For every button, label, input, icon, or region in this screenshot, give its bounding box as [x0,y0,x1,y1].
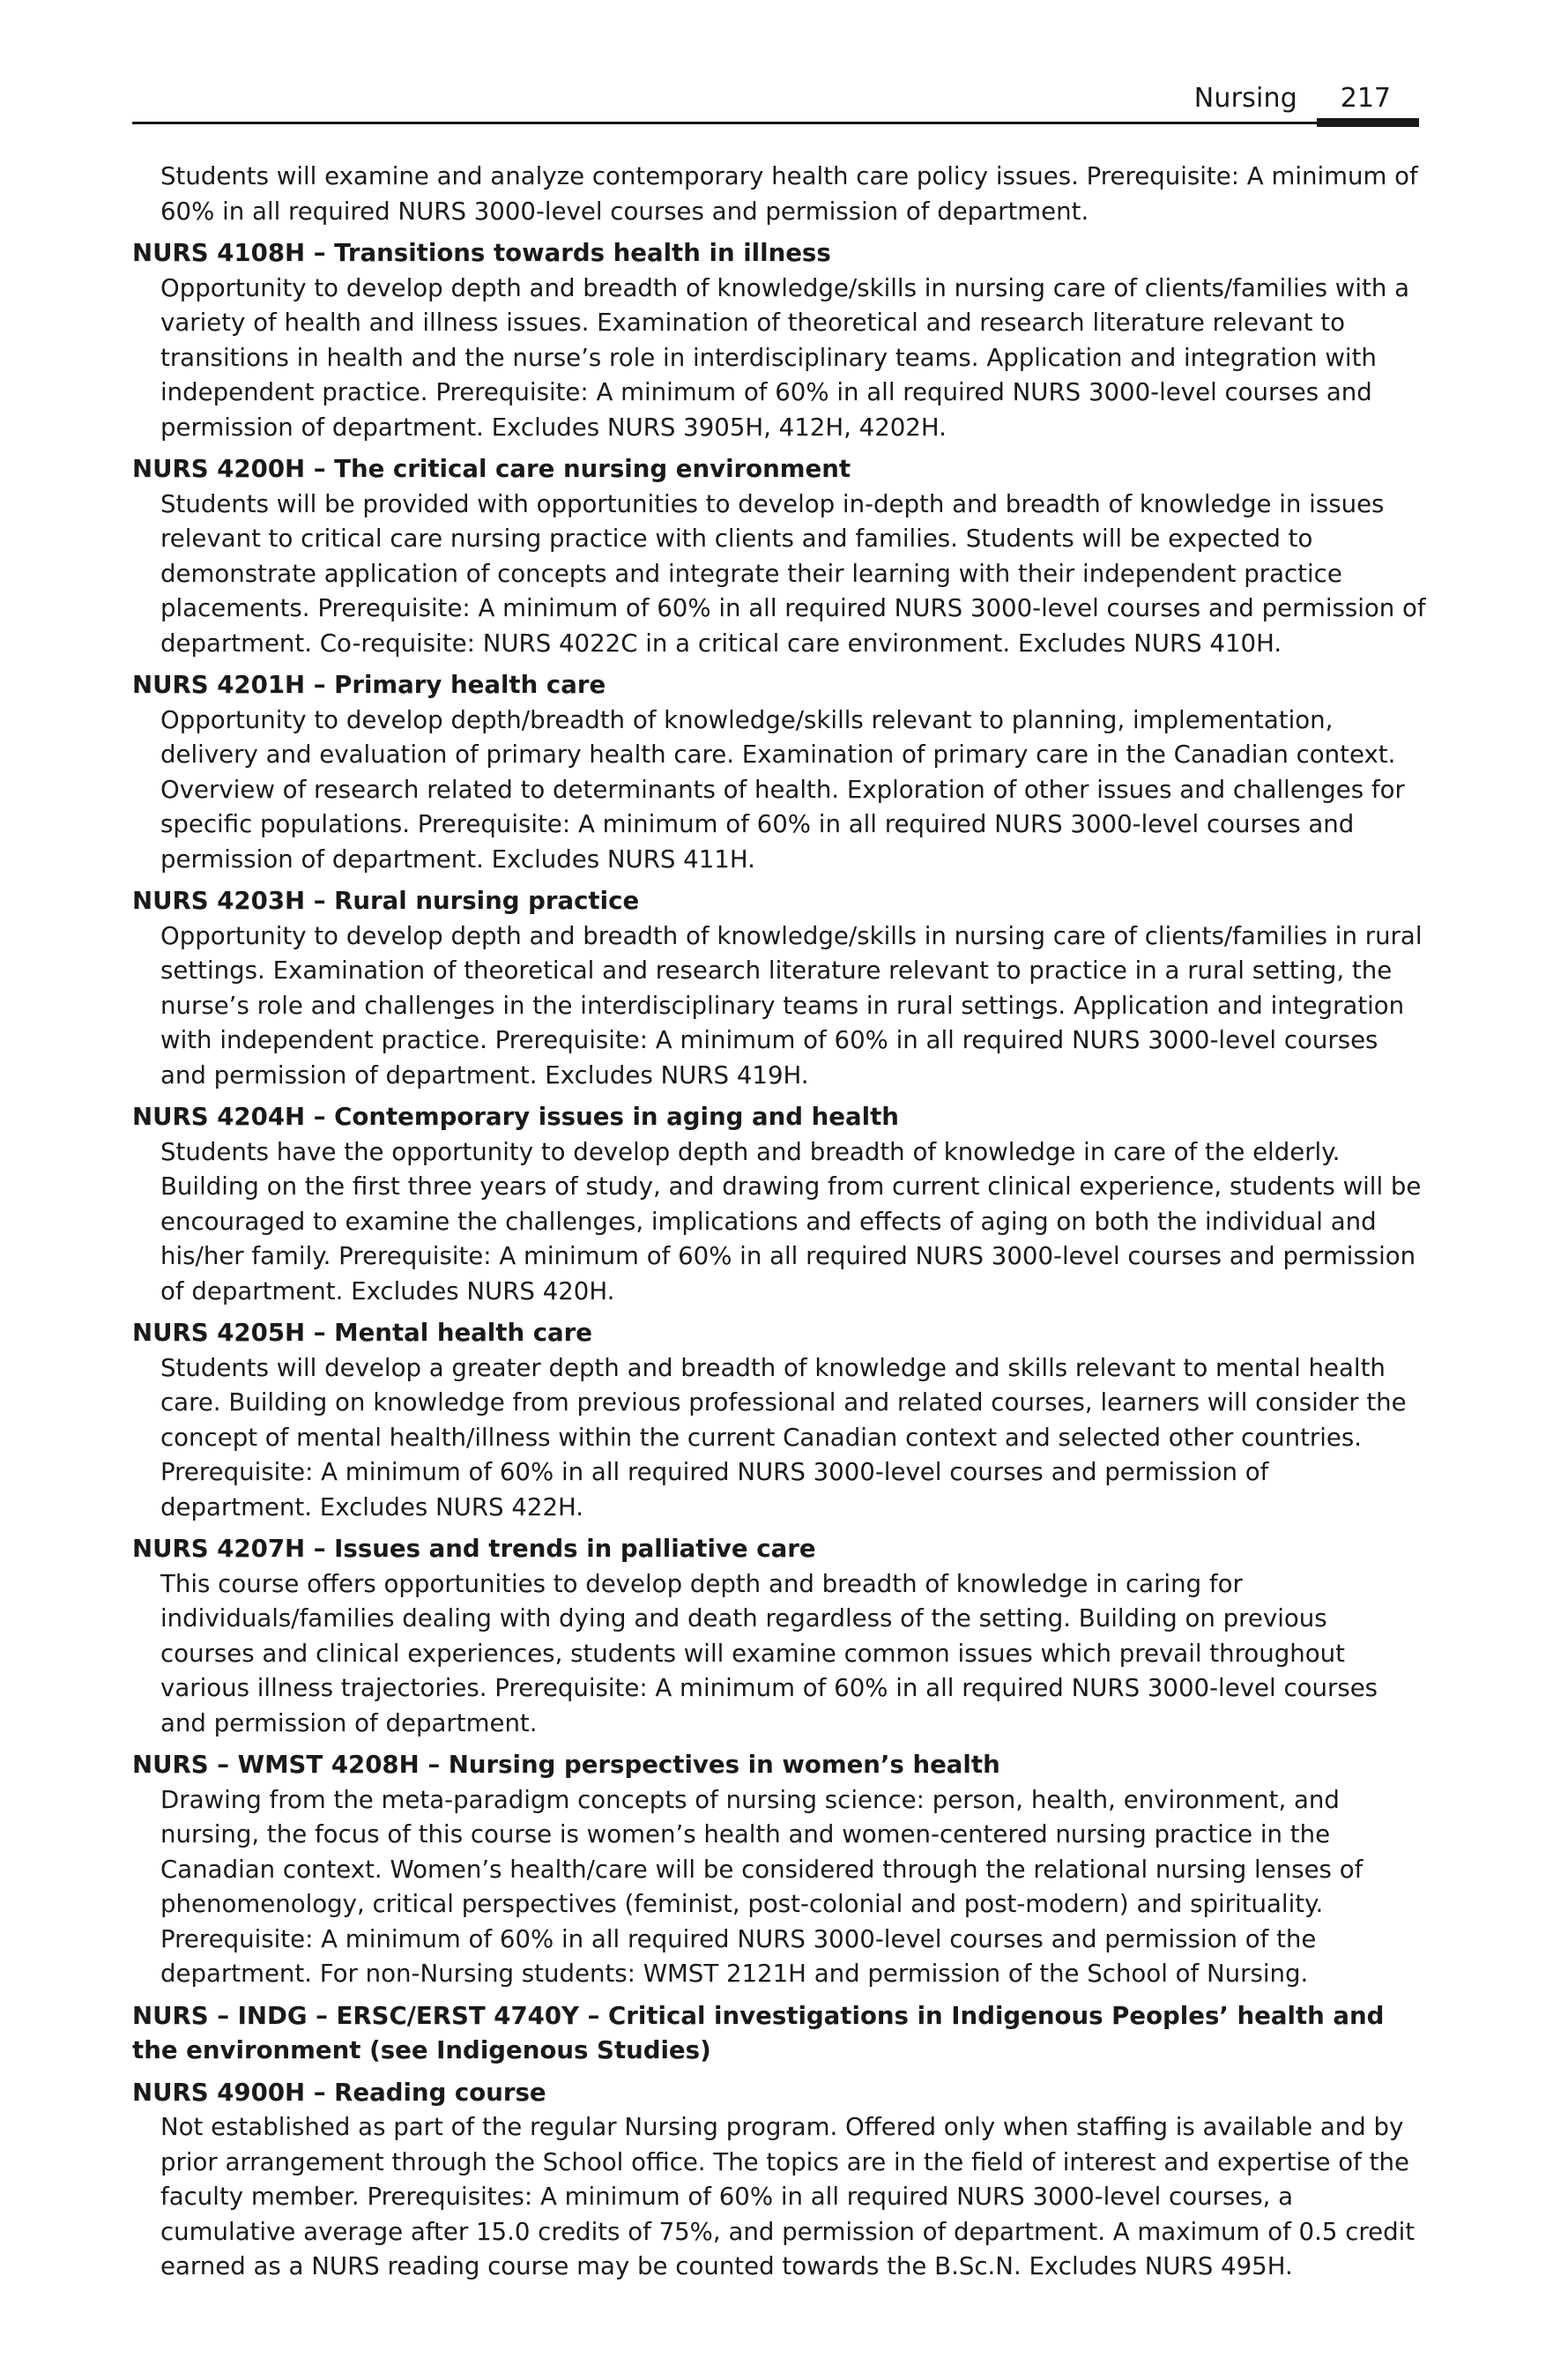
course-heading: NURS 4203H – Rural nursing practice [132,886,640,915]
course-description: Students will be provided with opportunities to develop in-depth and breadth of knowledge in issues relevant to critical care nursing practice with clients and families. Students will be expected to demonstrate application of concepts and integrate their learning with their independent practice placements. Prerequisite: A minimum of 60% in all required NURS 3000-level courses and permission of department. Co-requisite: NURS 4022C in a critical care environment. Excludes NURS 410H. [160,488,1426,658]
course-description: Students have the opportunity to develop depth and breadth of knowledge in care of the elderly. Building on the first three years of study, and drawing from current clinical experience, students will be encouraged to examine the challenges, implications and effects of aging on both the individual and his/her family. Prerequisite: A minimum of 60% in all required NURS 3000-level courses and permission of department. Excludes NURS 420H. [160,1136,1422,1305]
course-entry [132,1998,1428,2068]
course-heading: NURS 4108H – Transitions towards health in illness [132,238,831,267]
course-description: This course offers opportunities to develop depth and breadth of knowledge in caring for individuals/families dealing with dying and death regardless of the setting. Building on previous courses and clinical experiences, students will examine common issues which prevail throughout various illness trajectories. Prerequisite: A minimum of 60% in all required NURS 3000-level courses and permission of department. [160,1568,1378,1737]
course-description: Opportunity to develop depth and breadth of knowledge/skills in nursing care of clients/families with a variety of health and illness issues. Examination of theoretical and research literature relevant to transitions in health and the nurse’s role in interdisciplinary teams. Application and integration with independent practice. Prerequisite: A minimum of 60% in all required NURS 3000-level courses and permission of department. Excludes NURS 3905H, 412H, 4202H. [160,272,1410,442]
course-description: Opportunity to develop depth and breadth of knowledge/skills in nursing care of clients/families in rural settings. Examination of theoretical and research literature relevant to practice in a rural setting, the nurse’s role and challenges in the interdisciplinary teams in rural settings. Application and integration with independent practice. Prerequisite: A minimum of 60% in all required NURS 3000-level courses and permission of department. Excludes NURS 419H. [160,920,1423,1090]
course-entry [132,883,1428,1092]
course-description: Students will develop a greater depth and breadth of knowledge and skills relevant to mental health care. Building on knowledge from previous professional and related courses, learners will consider the concept of mental health/illness within the current Canadian context and selected other countries. Prerequisite: A minimum of 60% in all required NURS 3000-level courses and permission of department. Excludes NURS 422H. [160,1352,1407,1521]
course-entry [132,1747,1428,1991]
course-heading: NURS 4207H – Issues and trends in palliative care [132,1534,816,1563]
course-entry [132,451,1428,660]
course-entry [132,1099,1428,1308]
course-description: Not established as part of the regular Nursing program. Offered only when staffing is available and by prior arrangement through the School office. The topics are in the field of interest and expertise of the faculty member. Prerequisites: A minimum of 60% in all required NURS 3000-level courses, a cumulative average after 15.0 credits of 75%, and permission of department. A maximum of 0.5 credit earned as a NURS reading course may be counted towards the B.Sc.N. Excludes NURS 495H. [160,2112,1416,2280]
course-description: Opportunity to develop depth/breadth of knowledge/skills relevant to planning, implementation, delivery and evaluation of primary health care. Examination of primary care in the Canadian context. Overview of research related to determinants of health. Exploration of other issues and challenges for specific populations. Prerequisite: A minimum of 60% in all required NURS 3000-level courses and permission of department. Excludes NURS 411H. [160,704,1405,874]
header-tab-marker [1317,118,1419,127]
course-entry [132,235,1428,444]
course-entry [132,2075,1428,2284]
course-heading: NURS 4200H – The critical care nursing environment [132,454,851,483]
header-rule [132,122,1419,124]
course-heading: NURS 4205H – Mental health care [132,1318,593,1347]
section-title: Nursing [1193,83,1297,114]
course-heading: NURS 4900H – Reading course [132,2077,546,2107]
course-heading: NURS 4201H – Primary health care [132,670,606,699]
course-listing [132,159,1428,2291]
page-number: 217 [1340,83,1391,114]
course-description: Drawing from the meta-paradigm concepts of nursing science: person, health, environment, and nursing, the focus of this course is women’s health and women-centered nursing practice in the Canadian context. Women’s health/care will be considered through the relational nursing lenses of phenomenology, critical perspectives (feminist, post-colonial and post-modern) and spirituality. Prerequisite: A minimum of 60% in all required NURS 3000-level courses and permission of the department. For non-Nursing students: WMST 2121H and permission of the School of Nursing. [160,1784,1364,1988]
course-entry [132,1531,1428,1740]
running-header [132,78,1419,123]
course-entry [132,667,1428,876]
course-heading: NURS – INDG – ERSC/ERST 4740Y – Critical investigations in Indigenous Peoples’ health and the environment (see Indigenous Studies) [132,2000,1385,2064]
course-heading: NURS – WMST 4208H – Nursing perspectives in women’s health [132,1750,1000,1779]
course-heading: NURS 4204H – Contemporary issues in aging and health [132,1102,899,1131]
course-entry [132,1315,1428,1524]
continued-description: Students will examine and analyze contemporary health care policy issues. Prerequisite: A minimum of 60% in all required NURS 3000-level courses and permission of department. [160,161,1418,226]
